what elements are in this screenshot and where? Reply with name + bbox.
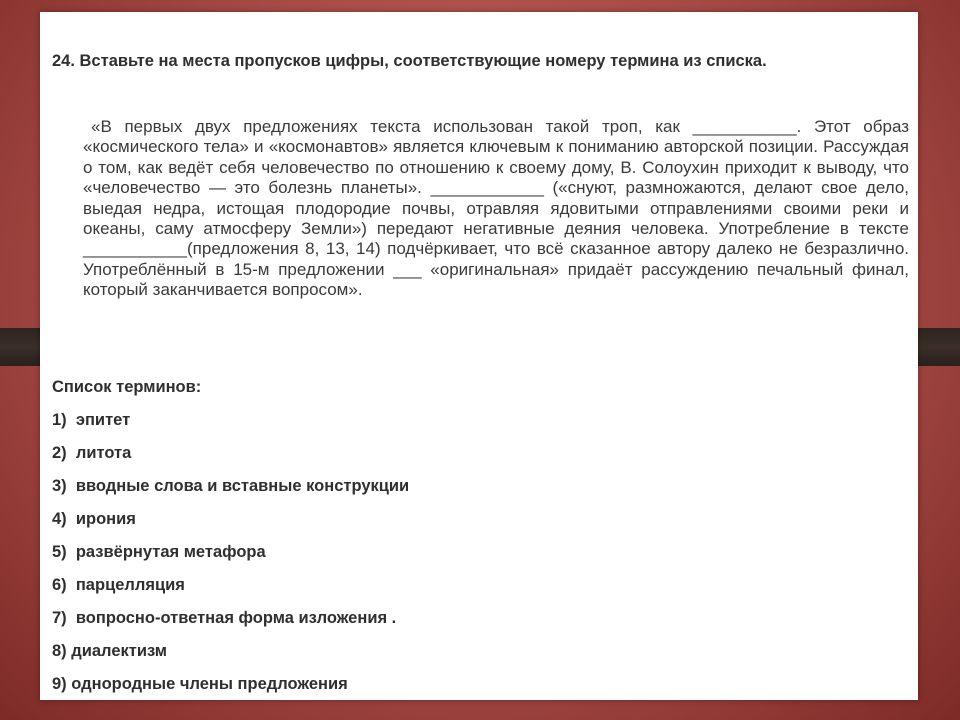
term-text: парцелляция	[75, 576, 185, 594]
term-number: 2)	[52, 444, 67, 462]
term-text: литота	[75, 444, 132, 462]
term-number: 9)	[52, 675, 67, 693]
term-text: диалектизм	[71, 642, 167, 660]
term-text: вводные слова и вставные конструкции	[75, 477, 410, 495]
term-text: ирония	[75, 510, 136, 528]
term-number: 7)	[52, 609, 67, 627]
term-item-1	[52, 409, 409, 442]
term-number: 6)	[52, 576, 67, 594]
term-item-2	[52, 442, 409, 475]
term-item-6	[52, 574, 409, 607]
slide-page	[40, 12, 918, 700]
term-item-9	[52, 673, 409, 706]
term-text: вопросно-ответная форма изложения .	[75, 609, 397, 627]
term-text: однородные члены предложения	[71, 675, 348, 693]
term-text: эпитет	[75, 411, 131, 429]
term-number: 4)	[52, 510, 67, 528]
task-text: «В первых двух предложениях текста использован такой троп, как ___________. Этот образ «космического тела» и «космонавтов» является ключевым к пониманию авторской позиции. Рассуждая о том, как ведёт себя человечество по отношению к своему дому, В. Солоухин приходит к выводу, что «человечество — это болезнь планеты». ____________ («снуют, размножаются, делают свое дело, выедая недра, истощая плодородие почвы, отравляя ядовитыми отправлениями своими реки и океаны, саму атмосферу Земли») передают негативные деяния человека. Употребление в тексте ___________(предложения 8, 13, 14) подчёркивает, что всё сказанное автору далеко не безразлично. Употреблённый в 15-м предложении ___ «оригинальная» придаёт рассуждению печальный финал, который заканчивается вопросом».	[83, 117, 909, 300]
term-item-4	[52, 508, 409, 541]
term-number: 8)	[52, 642, 67, 660]
term-item-5	[52, 541, 409, 574]
term-number: 5)	[52, 543, 67, 561]
term-item-7	[52, 607, 409, 640]
term-item-8	[52, 640, 409, 673]
task-heading: 24. Вставьте на места пропусков цифры, соответствующие номеру термина из списка.	[52, 52, 767, 70]
term-number: 3)	[52, 477, 67, 495]
term-item-3	[52, 475, 409, 508]
term-number: 1)	[52, 411, 67, 429]
term-text: развёрнутая метафора	[75, 543, 266, 561]
terms-list-heading: Список терминов:	[52, 378, 202, 396]
terms-list	[52, 409, 409, 706]
